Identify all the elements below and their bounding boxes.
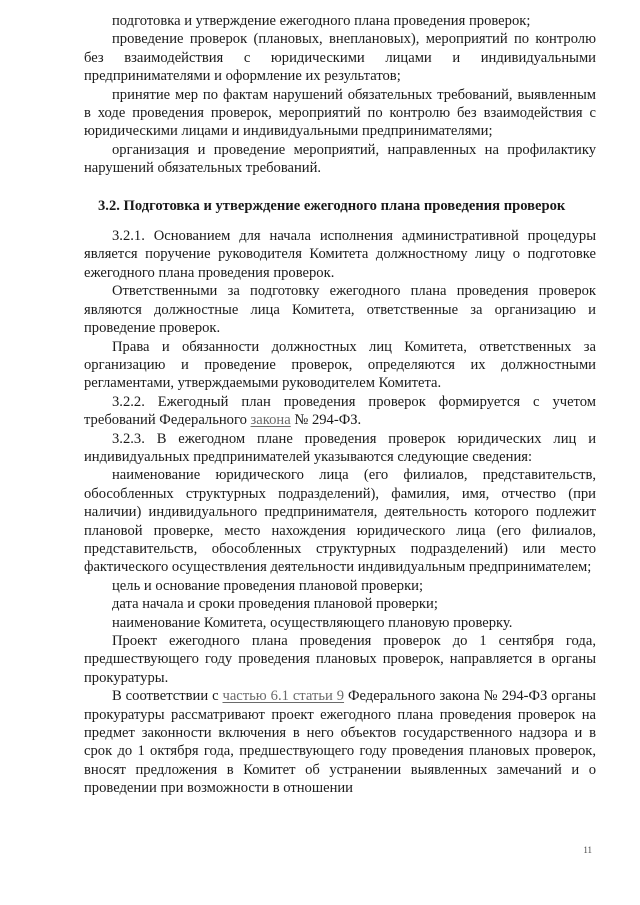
- law-link[interactable]: закона: [250, 412, 291, 429]
- p-last-text-before: В соответствии с: [112, 688, 223, 705]
- paragraph-3-2-1: 3.2.1. Основанием для начала исполнения административной процедуры является поручение руководителя Комитета должностному лицу о подготовке ежегодного плана проведения проверок.: [84, 228, 596, 281]
- p322-text-after: № 294-ФЗ.: [290, 412, 362, 429]
- paragraph-prosecutor-review: [84, 687, 596, 797]
- page-number: 11: [583, 845, 592, 855]
- article-link[interactable]: частью 6.1 статьи 9: [222, 688, 345, 705]
- p-last-text-after: Федерального закона № 294-ФЗ органы прокуратуры рассматривают проект ежегодного плана проведения проверок на предмет законности включения в него объектов государственного надзора и в срок до 1 октября года, предшествующего году проведения плановых проверок, вносят предложения в Комитет об устранении выявленных замечаний и о проведении при возможности в отношении: [84, 688, 596, 797]
- paragraph-measures-on-violations: принятие мер по фактам нарушений обязательных требований, выявленным в ходе проведения проверок, мероприятий по контролю без взаимодействия с юридическими лицами и индивидуальными предпринимателями;: [84, 86, 596, 140]
- paragraph-rights-duties: Права и обязанности должностных лиц Комитета, ответственных за организацию и проведение проверок, определяются их должностными регламентами, утверждаемыми руководителем Комитета.: [84, 338, 596, 392]
- p322-text-before: 3.2.2. Ежегодный план проведения проверок формируется с учетом требований Федерального: [84, 393, 596, 429]
- paragraph-prevention-measures: организация и проведение мероприятий, направленных на профилактику нарушений обязательных требований.: [84, 141, 596, 177]
- paragraph-3-2-2: [84, 393, 596, 430]
- section-heading: 3.2. Подготовка и утверждение ежегодного плана проведения проверок: [98, 197, 566, 214]
- list-item-dates: дата начала и сроки проведения плановой проверки;: [112, 596, 438, 613]
- paragraph-responsible-officials: Ответственными за подготовку ежегодного плана проведения проверок являются должностные лица Комитета, ответственные за организацию и проведение проверок.: [84, 283, 596, 337]
- paragraph-plan-preparation: подготовка и утверждение ежегодного плана проведения проверок;: [112, 13, 531, 29]
- paragraph-draft-plan: Проект ежегодного плана проведения проверок до 1 сентября года, предшествующего году проведения плановых проверок, направляется в органы прокуратуры.: [84, 633, 596, 686]
- list-item-entity-name: наименование юридического лица (его филиалов, представительств, обособленных структурных подразделений), фамилия, имя, отчество (при наличии) индивидуального предпринимателя, деятельность которого подлежит плановой проверке, место нахождения юридического лица (его филиалов, представительств, обособленных структурных подразделений) или место фактического осуществления деятельности индивидуальным предпринимателем;: [84, 467, 596, 576]
- paragraph-conducting-inspections: проведение проверок (плановых, внеплановых), мероприятий по контролю без взаимодействия с юридическими лицами и индивидуальными предпринимателями и оформление их результатов;: [84, 31, 596, 85]
- page-content: [84, 12, 596, 798]
- list-item-purpose: цель и основание проведения плановой проверки;: [112, 577, 424, 594]
- list-item-committee-name: наименование Комитета, осуществляющего плановую проверку.: [112, 614, 513, 631]
- paragraph-3-2-3: 3.2.3. В ежегодном плане проведения проверок юридических лиц и индивидуальных предпринимателей указываются следующие сведения:: [84, 430, 596, 465]
